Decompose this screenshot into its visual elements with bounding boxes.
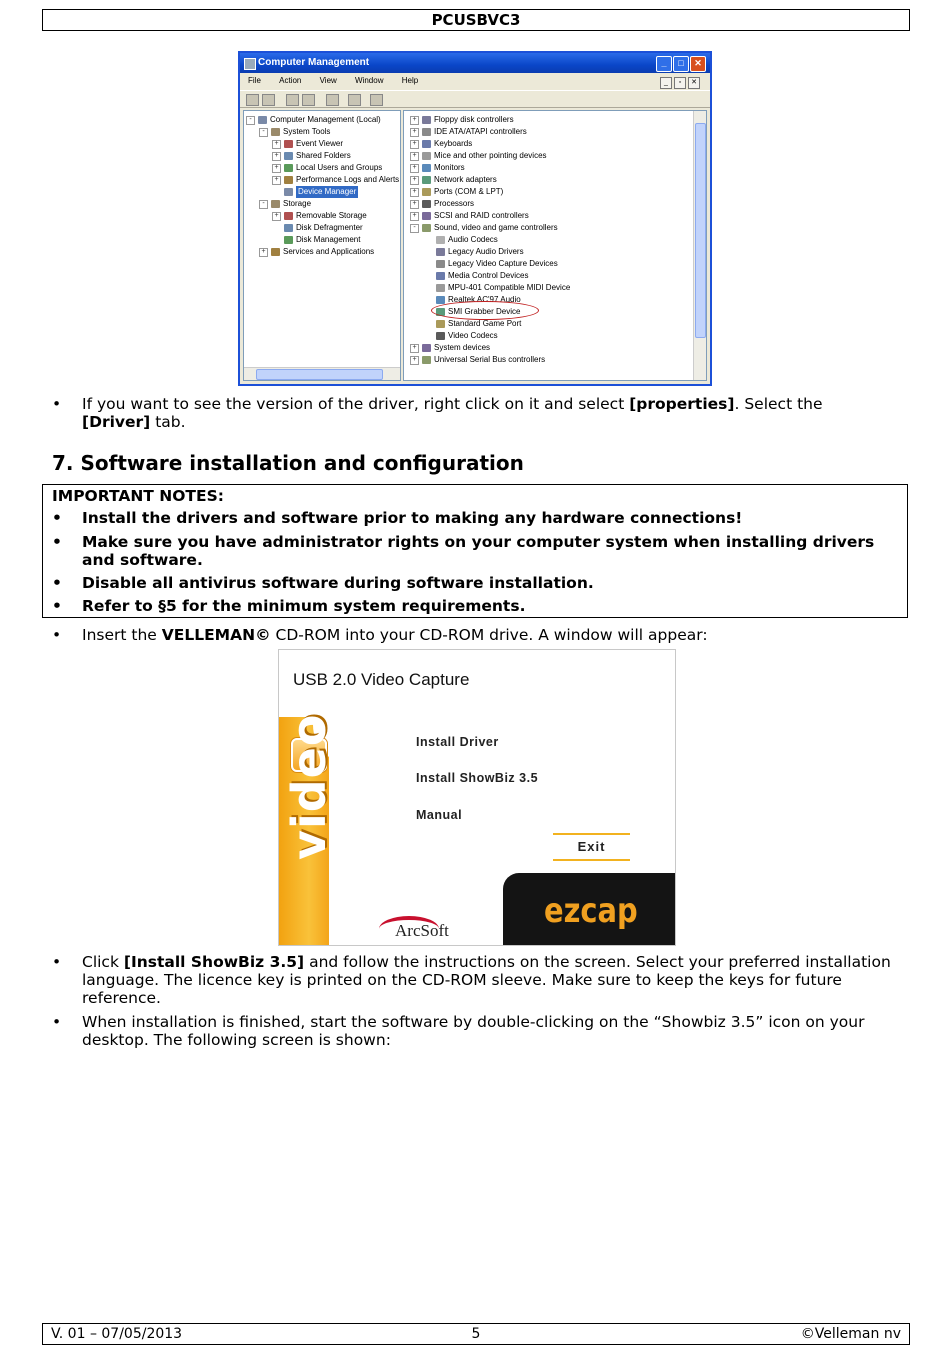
tree-item-label: Keyboards bbox=[434, 139, 473, 148]
copyright: ©Velleman nv bbox=[800, 1326, 901, 1342]
device-icon bbox=[422, 200, 431, 208]
text: Click bbox=[82, 953, 124, 971]
notes-title: IMPORTANT NOTES: bbox=[52, 487, 224, 505]
tree-item-label: Legacy Audio Drivers bbox=[448, 247, 524, 256]
bullet: • bbox=[52, 1013, 62, 1031]
tree-item-label: Ports (COM & LPT) bbox=[434, 187, 504, 196]
tree-item[interactable] bbox=[404, 246, 706, 258]
window-title-bar bbox=[240, 53, 710, 73]
device-icon bbox=[436, 320, 445, 328]
tree-item[interactable] bbox=[244, 162, 400, 174]
text: CD-ROM into your CD-ROM drive. A window will appear: bbox=[270, 626, 708, 644]
device-icon bbox=[271, 128, 280, 136]
device-icon bbox=[422, 344, 431, 352]
expand-icon[interactable]: + bbox=[410, 176, 419, 185]
tree-item[interactable] bbox=[404, 114, 706, 126]
expand-icon[interactable]: + bbox=[410, 116, 419, 125]
start-software-paragraph bbox=[52, 1013, 892, 1049]
expand-icon[interactable]: + bbox=[410, 188, 419, 197]
tree-item[interactable] bbox=[404, 210, 706, 222]
exit-button[interactable]: Exit bbox=[553, 833, 630, 861]
device-icon bbox=[258, 116, 267, 124]
expand-icon[interactable]: + bbox=[272, 176, 281, 185]
expand-icon[interactable]: + bbox=[272, 152, 281, 161]
forward-icon[interactable] bbox=[262, 94, 275, 106]
menu-help[interactable]: Help bbox=[401, 76, 419, 85]
note-text: Refer to §5 for the minimum system requirements. bbox=[82, 597, 526, 615]
text: When installation is finished, start the software by double-clicking on the “Showbiz 3.5” icon on your desktop. The following screen is shown: bbox=[82, 1013, 865, 1049]
device-icon bbox=[284, 176, 293, 184]
device-icon bbox=[271, 200, 280, 208]
mdi-restore-icon[interactable]: ▫ bbox=[674, 77, 686, 89]
page-footer bbox=[42, 1323, 910, 1345]
tree-item-label: Storage bbox=[283, 199, 312, 208]
page-number: 5 bbox=[471, 1326, 481, 1342]
device-icon bbox=[422, 116, 431, 124]
device-icon bbox=[271, 248, 280, 256]
expand-icon[interactable]: + bbox=[410, 128, 419, 137]
tree-item[interactable] bbox=[404, 126, 706, 138]
text: Insert the bbox=[82, 626, 162, 644]
video-capture-title: USB 2.0 Video Capture bbox=[293, 670, 470, 689]
tree-item[interactable] bbox=[404, 222, 706, 234]
tree-item[interactable] bbox=[404, 186, 706, 198]
help-icon[interactable] bbox=[348, 94, 361, 106]
device-tree-pane bbox=[403, 110, 707, 381]
tree-item[interactable] bbox=[404, 342, 706, 354]
tree-item-label: Mice and other pointing devices bbox=[434, 151, 547, 160]
tree-item[interactable] bbox=[244, 138, 400, 150]
bullet: • bbox=[52, 509, 62, 527]
print-icon[interactable] bbox=[326, 94, 339, 106]
tree-item[interactable] bbox=[244, 210, 400, 222]
tree-item-label: Sound, video and game controllers bbox=[434, 223, 558, 232]
tree-item[interactable] bbox=[404, 282, 706, 294]
tree-item-label: SMI Grabber Device bbox=[448, 307, 521, 316]
tree-item-label: IDE ATA/ATAPI controllers bbox=[434, 127, 527, 136]
properties-icon[interactable] bbox=[370, 94, 383, 106]
tree-item-label: Performance Logs and Alerts bbox=[296, 175, 400, 184]
mdi-close-icon[interactable]: ✕ bbox=[688, 77, 700, 89]
tree-item-label: Standard Game Port bbox=[448, 319, 522, 328]
device-icon bbox=[284, 212, 293, 220]
bullet: • bbox=[52, 953, 62, 971]
device-icon bbox=[422, 128, 431, 136]
menu-window[interactable]: Window bbox=[355, 76, 384, 85]
device-icon bbox=[284, 140, 293, 148]
version-date: V. 01 – 07/05/2013 bbox=[51, 1326, 183, 1342]
device-icon bbox=[284, 224, 293, 232]
tree-item-label: Local Users and Groups bbox=[296, 163, 383, 172]
note-item bbox=[52, 509, 902, 527]
bullet: • bbox=[52, 574, 62, 592]
video-capture-window bbox=[278, 649, 676, 946]
tree-item[interactable] bbox=[244, 198, 400, 210]
close-icon[interactable]: ✕ bbox=[690, 56, 706, 72]
show-hide-tree-icon[interactable] bbox=[302, 94, 315, 106]
tree-item[interactable] bbox=[404, 234, 706, 246]
bullet: • bbox=[52, 626, 62, 644]
device-icon bbox=[436, 284, 445, 292]
tree-item[interactable] bbox=[404, 258, 706, 270]
collapse-icon[interactable]: - bbox=[410, 224, 419, 233]
install-showbiz-paragraph bbox=[52, 953, 892, 1007]
tree-item[interactable] bbox=[244, 126, 400, 138]
note-item bbox=[52, 574, 902, 592]
expand-icon[interactable]: + bbox=[272, 212, 281, 221]
install-showbiz-label: [Install ShowBiz 3.5] bbox=[123, 953, 305, 971]
bullet: • bbox=[52, 533, 62, 551]
tree-item[interactable] bbox=[244, 246, 400, 258]
tree-item-label: Disk Defragmenter bbox=[296, 223, 363, 232]
device-icon bbox=[436, 272, 445, 280]
device-icon bbox=[284, 152, 293, 160]
bullet: • bbox=[52, 597, 62, 615]
device-icon bbox=[284, 236, 293, 244]
tree-item-label: Monitors bbox=[434, 163, 465, 172]
note-text: Disable all antivirus software during software installation. bbox=[82, 574, 594, 592]
tree-item-label: Services and Applications bbox=[283, 247, 375, 256]
tree-item-label: System Tools bbox=[283, 127, 331, 136]
tree-item[interactable] bbox=[244, 222, 400, 234]
menu-bar bbox=[240, 74, 710, 88]
minimize-icon[interactable]: _ bbox=[656, 56, 672, 72]
tree-item[interactable] bbox=[244, 114, 400, 126]
tree-item-label: Universal Serial Bus controllers bbox=[434, 355, 546, 364]
text: . Select the bbox=[734, 395, 823, 413]
tree-item-label: Realtek AC'97 Audio bbox=[448, 295, 521, 304]
device-icon bbox=[422, 188, 431, 196]
menu-file[interactable]: File bbox=[248, 76, 261, 85]
text: tab. bbox=[150, 413, 186, 431]
window-title: Computer Management bbox=[258, 57, 370, 68]
note-text: Install the drivers and software prior to making any hardware connections! bbox=[82, 509, 743, 527]
vertical-scrollbar[interactable] bbox=[693, 111, 706, 380]
menu-view[interactable]: View bbox=[319, 76, 337, 85]
video-side-word: video bbox=[282, 713, 336, 860]
tree-item-label: Legacy Video Capture Devices bbox=[448, 259, 558, 268]
tree-item[interactable] bbox=[404, 354, 706, 366]
up-folder-icon[interactable] bbox=[286, 94, 299, 106]
tree-item-label: Network adapters bbox=[434, 175, 497, 184]
properties-label: [properties] bbox=[629, 395, 735, 413]
mdi-controls bbox=[658, 75, 700, 89]
page-header: PCUSBVC3 bbox=[42, 9, 910, 31]
highlight-circle bbox=[431, 301, 539, 320]
tree-item[interactable] bbox=[244, 234, 400, 246]
tree-item-label: SCSI and RAID controllers bbox=[434, 211, 529, 220]
tree-item-label: Event Viewer bbox=[296, 139, 343, 148]
device-icon bbox=[422, 152, 431, 160]
tree-item-label: Floppy disk controllers bbox=[434, 115, 514, 124]
tree-item-label: System devices bbox=[434, 343, 491, 352]
tree-item[interactable] bbox=[404, 174, 706, 186]
note-item bbox=[52, 597, 902, 615]
ezcap-logo: ezcap bbox=[544, 891, 638, 931]
expand-icon[interactable]: + bbox=[410, 212, 419, 221]
driver-version-paragraph bbox=[52, 395, 892, 431]
horizontal-scrollbar[interactable] bbox=[244, 367, 400, 380]
tree-item-label: Disk Management bbox=[296, 235, 361, 244]
expand-icon[interactable]: + bbox=[259, 248, 268, 257]
maximize-icon[interactable]: □ bbox=[673, 56, 689, 72]
device-icon bbox=[422, 356, 431, 364]
console-tree-pane bbox=[243, 110, 401, 381]
computer-management-icon bbox=[244, 58, 256, 70]
tree-item[interactable] bbox=[404, 198, 706, 210]
install-showbiz-button[interactable]: Install ShowBiz 3.5 bbox=[416, 771, 539, 785]
expand-icon[interactable]: + bbox=[410, 344, 419, 353]
tree-item[interactable] bbox=[244, 186, 400, 198]
back-icon[interactable] bbox=[246, 94, 259, 106]
device-icon bbox=[422, 176, 431, 184]
expand-icon[interactable]: + bbox=[410, 164, 419, 173]
tree-item[interactable] bbox=[404, 318, 706, 330]
device-icon bbox=[436, 332, 445, 340]
note-text: Make sure you have administrator rights on your computer system when installing drivers and software. bbox=[82, 533, 875, 569]
insert-cd-paragraph bbox=[52, 626, 892, 644]
expand-icon[interactable]: + bbox=[410, 356, 419, 365]
tree-item[interactable] bbox=[244, 174, 400, 186]
expand-icon[interactable]: + bbox=[272, 140, 281, 149]
collapse-icon[interactable]: - bbox=[259, 200, 268, 209]
mdi-minimize-icon[interactable]: _ bbox=[660, 77, 672, 89]
tree-item-label: Device Manager bbox=[298, 187, 357, 196]
tree-item-label: Processors bbox=[434, 199, 475, 208]
device-icon bbox=[284, 188, 293, 196]
device-tree bbox=[404, 114, 706, 366]
collapse-icon[interactable]: - bbox=[259, 128, 268, 137]
arcsoft-logo bbox=[379, 912, 459, 942]
tree-item-label: Shared Folders bbox=[296, 151, 351, 160]
text: If you want to see the version of the driver, right click on it and select bbox=[82, 395, 630, 413]
important-notes-box bbox=[42, 484, 908, 618]
expand-icon[interactable]: + bbox=[410, 140, 419, 149]
device-icon bbox=[422, 140, 431, 148]
device-icon bbox=[284, 164, 293, 172]
menu-action[interactable]: Action bbox=[279, 76, 302, 85]
device-icon bbox=[436, 248, 445, 256]
text: and follow the instructions on the screen. Select your preferred installation language. The licence key is printed on the CD-ROM sleeve. Make sure to keep the keys for future reference. bbox=[82, 953, 891, 1007]
expand-icon[interactable]: + bbox=[410, 152, 419, 161]
device-icon bbox=[436, 236, 445, 244]
expand-icon[interactable]: + bbox=[410, 200, 419, 209]
tree-item[interactable] bbox=[404, 150, 706, 162]
note-item bbox=[52, 533, 902, 569]
tree-item-label: Audio Codecs bbox=[448, 235, 498, 244]
expand-icon[interactable]: + bbox=[272, 164, 281, 173]
tree-item-label: Computer Management (Local) bbox=[270, 115, 381, 124]
console-tree bbox=[244, 114, 400, 258]
tree-item[interactable] bbox=[404, 270, 706, 282]
tree-item[interactable] bbox=[404, 138, 706, 150]
device-icon bbox=[422, 212, 431, 220]
tree-item-label: Media Control Devices bbox=[448, 271, 529, 280]
tree-item-label: MPU-401 Compatible MIDI Device bbox=[448, 283, 571, 292]
collapse-icon[interactable]: - bbox=[246, 116, 255, 125]
device-icon bbox=[436, 260, 445, 268]
device-icon bbox=[422, 164, 431, 172]
arcsoft-text: ArcSoft bbox=[395, 921, 449, 940]
tree-item[interactable] bbox=[404, 162, 706, 174]
tree-item-label: Video Codecs bbox=[448, 331, 498, 340]
manual-button[interactable]: Manual bbox=[416, 808, 463, 822]
driver-tab-label: [Driver] bbox=[82, 413, 151, 431]
tree-item-label: Removable Storage bbox=[296, 211, 367, 220]
tree-item[interactable] bbox=[244, 150, 400, 162]
section-title: 7. Software installation and configuration bbox=[52, 451, 524, 475]
velleman-label: VELLEMAN© bbox=[161, 626, 271, 644]
device-icon bbox=[422, 224, 431, 232]
toolbar bbox=[240, 90, 710, 108]
install-driver-button[interactable]: Install Driver bbox=[416, 735, 499, 749]
device-icon bbox=[436, 296, 445, 304]
tree-item[interactable] bbox=[404, 330, 706, 342]
bullet: • bbox=[52, 395, 62, 413]
computer-management-window bbox=[238, 51, 712, 386]
